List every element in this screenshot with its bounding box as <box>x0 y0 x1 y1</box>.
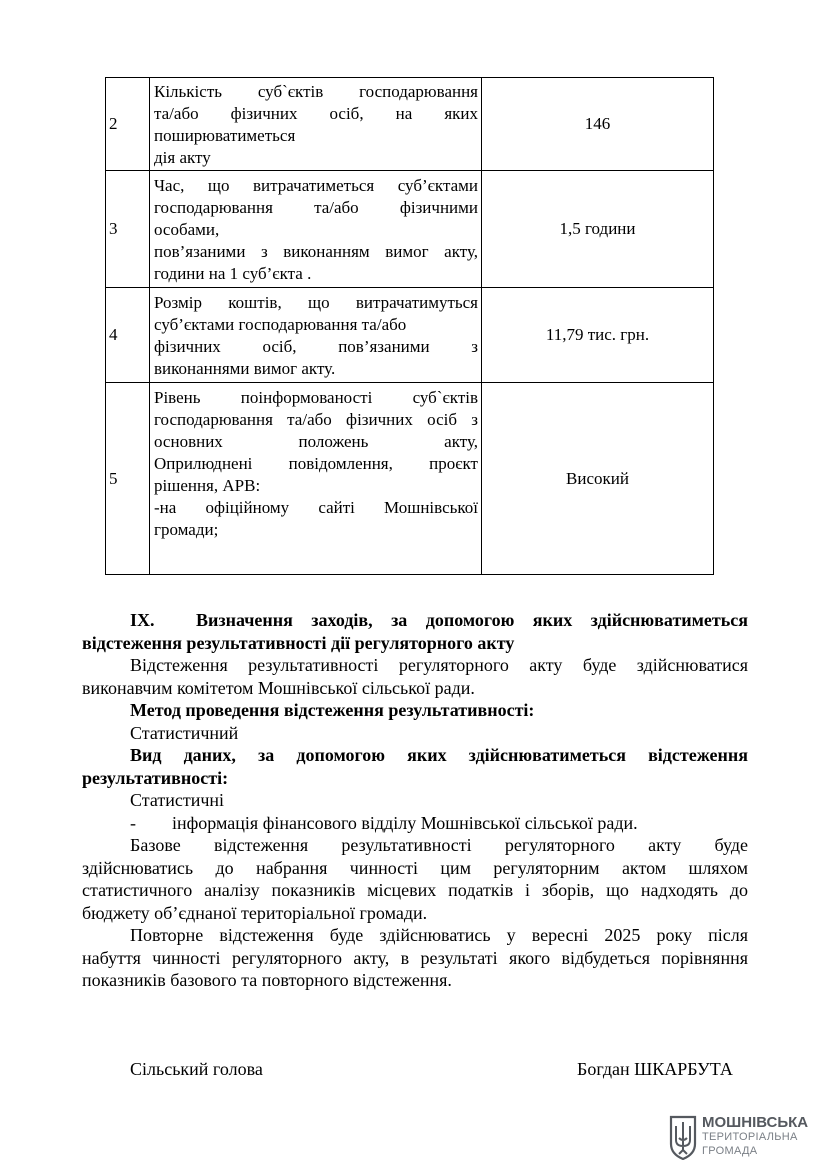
logo-line-3: ГРОМАДА <box>702 1145 758 1157</box>
row-number: 4 <box>106 288 150 383</box>
row-value: Високий <box>482 383 714 575</box>
paragraph: Базове відстеження результативності регуляторного акту буде <box>130 835 748 855</box>
table-row <box>106 383 714 575</box>
method-heading: Метод проведення відстеження результативності: <box>130 700 535 720</box>
section-title-cont: відстеження результативності дії регуляторного акту <box>82 632 515 653</box>
data-heading-cont: результативності: <box>82 767 229 788</box>
section-ix <box>82 609 748 992</box>
data-value: Статистичні <box>130 790 225 810</box>
row-description: Рівень поінформованості суб`єктів господарювання та/або фізичних осіб з основних положень акту, Оприлюднені повідомлення, проєкт рішення, АРВ: -на офіційному сайті Мошнівської громади; <box>150 383 482 575</box>
signature-position: Сільський голова <box>130 1059 263 1079</box>
signature-name: Богдан ШКАРБУТА <box>577 1059 733 1079</box>
row-number: 3 <box>106 171 150 288</box>
row-value: 11,79 тис. грн. <box>482 288 714 383</box>
paragraph: виконавчим комітетом Мошнівської сільської ради. <box>82 677 475 698</box>
community-logo <box>668 1114 813 1162</box>
row-value: 146 <box>482 78 714 171</box>
row-number: 5 <box>106 383 150 575</box>
indicators-table <box>105 77 714 575</box>
method-value: Статистичний <box>130 722 239 743</box>
row-description: Кількість суб`єктів господарювання та/або фізичних осіб, на яких поширюватиметься дія акту <box>150 78 482 171</box>
paragraph: Відстеження результативності регуляторного акту буде здійснюватися <box>130 655 748 675</box>
trident-icon <box>668 1114 698 1160</box>
paragraph: Повторне відстеження буде здійснюватись у вересні 2025 року після <box>130 925 748 945</box>
bullet-item: - інформація фінансового відділу Мошнівської сільської ради. <box>130 812 638 833</box>
paragraph: бюджету об’єднаної територіальної громади. <box>82 902 428 923</box>
table-row <box>106 288 714 383</box>
section-number: IX. <box>130 610 155 630</box>
paragraph: показників базового та повторного відстеження. <box>82 970 452 990</box>
row-description: Час, що витрачатиметься суб’єктами господарювання та/або фізичними особами, пов’язаними з виконанням вимог акту, години на 1 суб’єкта . <box>150 171 482 288</box>
paragraph: статистичного аналізу показників місцевих податків і зборів, що надходять до <box>82 880 748 900</box>
table-row <box>106 78 714 171</box>
table-row <box>106 171 714 288</box>
data-heading: Вид даних, за допомогою яких здійснюватиметься відстеження <box>130 745 748 765</box>
paragraph: здійснюватись до набрання чинності цим регуляторним актом шляхом <box>82 857 748 878</box>
logo-line-1: МОШНІВСЬКА <box>702 1114 809 1131</box>
section-title: IX. Визначення заходів, за допомогою яких здійснюватиметься <box>130 610 748 630</box>
row-value: 1,5 години <box>482 171 714 288</box>
bullet-dash: - <box>130 812 136 833</box>
row-number: 2 <box>106 78 150 171</box>
row-description: Розмір коштів, що витрачатимуться суб’єктами господарювання та/або фізичних осіб, пов’язаними з виконаннями вимог акту. <box>150 288 482 383</box>
logo-line-2: ТЕРИТОРІАЛЬНА <box>702 1131 798 1143</box>
paragraph: набуття чинності регуляторного акту, в результаті якого відбудеться порівняння <box>82 947 748 968</box>
